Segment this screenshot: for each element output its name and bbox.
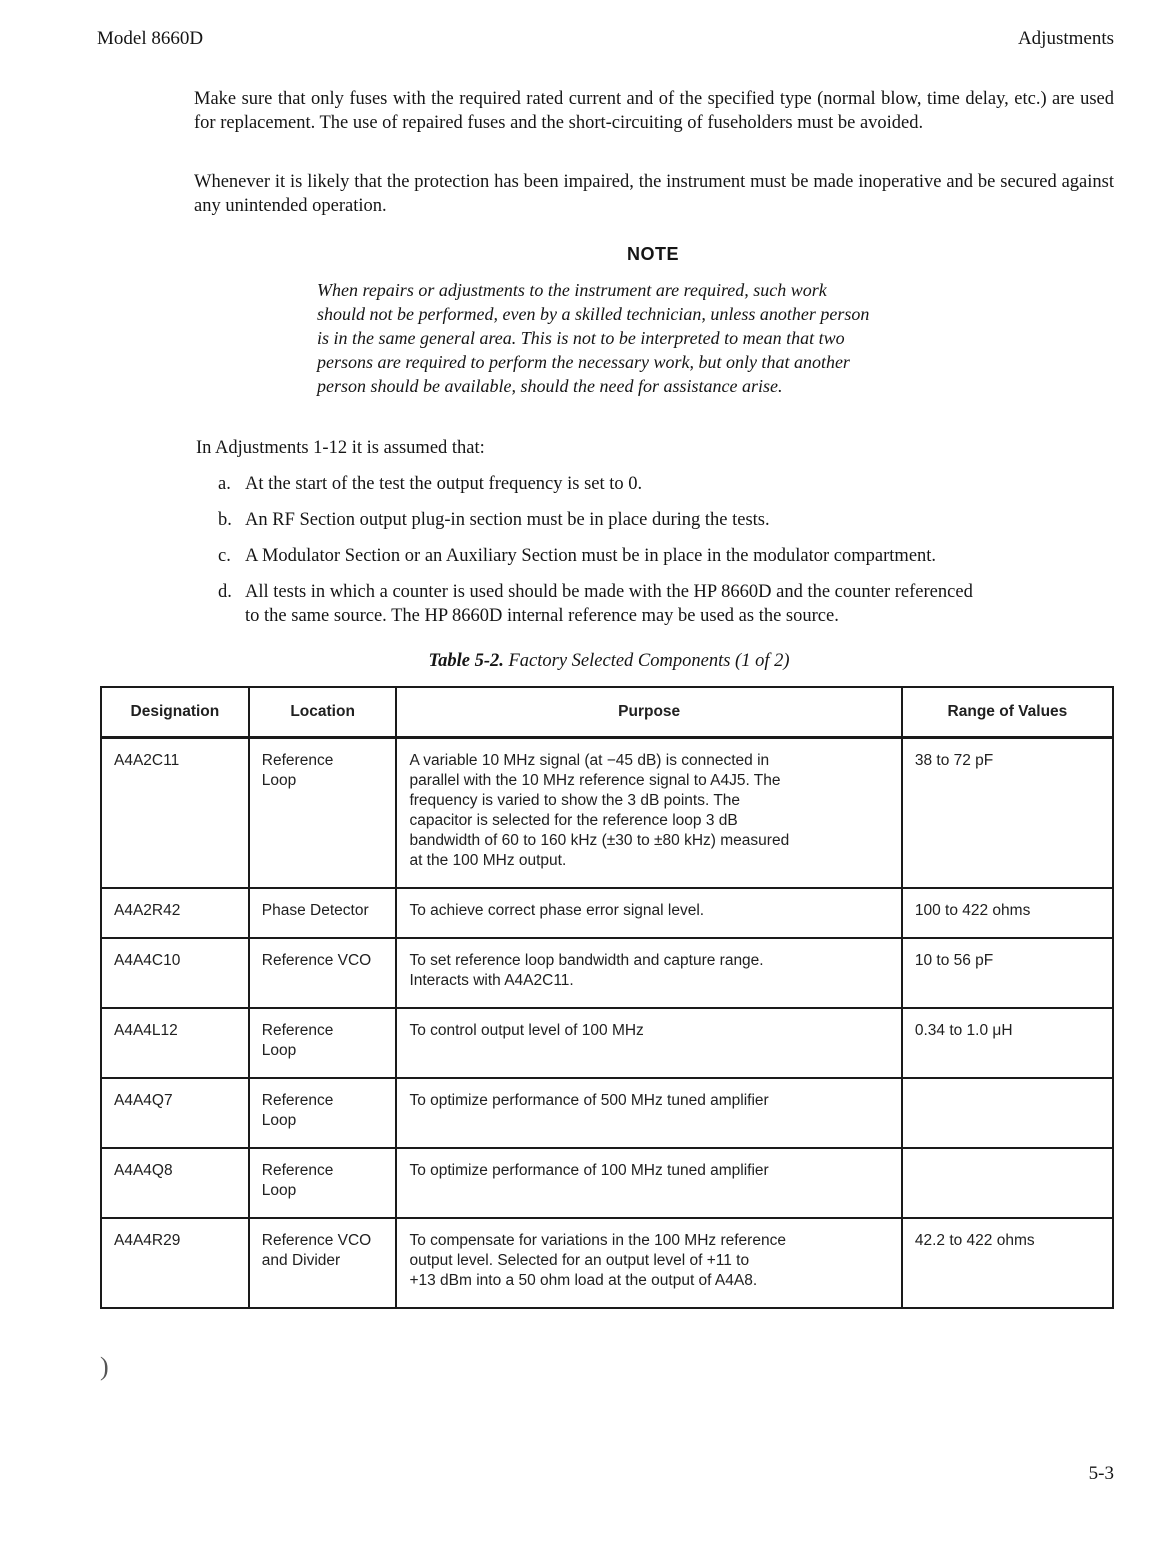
col-purpose: Purpose	[396, 687, 901, 738]
cell-line: To compensate for variations in the 100 MHz reference	[409, 1231, 786, 1249]
cell-line: Reference VCO	[261, 951, 372, 969]
cell-line: To achieve correct phase error signal level.	[409, 901, 705, 919]
cell-line: Reference	[261, 1021, 334, 1039]
cell-purpose	[396, 888, 901, 938]
list-item-line: All tests in which a counter is used should be made with the HP 8660D and the counter referenced	[245, 582, 973, 602]
assumptions-intro: In Adjustments 1-12 it is assumed that:	[196, 438, 485, 458]
cell-range: 100 to 422 ohms	[902, 888, 1113, 938]
cell-line: Reference VCO	[261, 1231, 372, 1249]
col-location: Location	[249, 687, 397, 738]
cell-line: output level. Selected for an output level of +11 to	[409, 1251, 750, 1269]
note-line: When repairs or adjustments to the instrument are required, such work	[317, 280, 827, 300]
cell-designation: A4A4C10	[101, 938, 249, 1008]
cell-line: Loop	[261, 772, 297, 789]
cell-location	[249, 1148, 397, 1218]
cell-line: at the 100 MHz output.	[409, 852, 567, 869]
col-designation: Designation	[101, 687, 249, 738]
cell-location	[249, 1008, 397, 1078]
cell-line: Reference	[261, 1161, 334, 1179]
cell-purpose	[396, 1078, 901, 1148]
cell-line: To set reference loop bandwidth and capture range.	[409, 951, 764, 969]
cell-line: To optimize performance of 500 MHz tuned amplifier	[409, 1091, 769, 1109]
table-row	[101, 1148, 1113, 1218]
cell-designation: A4A4R29	[101, 1218, 249, 1308]
note-title: NOTE	[626, 244, 679, 264]
cell-line: and Divider	[261, 1251, 341, 1269]
note-line: is in the same general area. This is not to be interpreted to mean that two	[317, 328, 845, 348]
list-item	[245, 580, 1125, 628]
cell-location	[249, 1078, 397, 1148]
cell-designation: A4A2R42	[101, 888, 249, 938]
cell-purpose	[396, 1218, 901, 1308]
table-row	[101, 888, 1113, 938]
cell-designation: A4A4Q7	[101, 1078, 249, 1148]
note-line: should not be performed, even by a skilled technician, unless another person	[317, 304, 870, 324]
note-body	[317, 278, 1007, 398]
table-row	[101, 738, 1113, 888]
cell-line: Interacts with A4A2C11.	[409, 971, 574, 989]
list-item: At the start of the test the output frequency is set to 0.	[245, 474, 643, 494]
cell-range	[902, 1148, 1113, 1218]
cell-line: frequency is varied to show the 3 dB points. The	[409, 792, 741, 809]
header-section: Adjustments	[1017, 28, 1114, 49]
cell-range: 0.34 to 1.0 μH	[902, 1008, 1113, 1078]
factory-selected-components-table	[100, 686, 1114, 1309]
table-row	[101, 1078, 1113, 1148]
table-caption-label: Table 5-2.	[428, 651, 504, 671]
cell-purpose	[396, 938, 901, 1008]
cell-location	[249, 1218, 397, 1308]
cell-designation: A4A4L12	[101, 1008, 249, 1078]
cell-line: To control output level of 100 MHz	[409, 1021, 644, 1039]
note-line: persons are required to perform the necessary work, but only that another	[317, 352, 850, 372]
cell-purpose	[396, 1148, 901, 1218]
cell-location	[249, 888, 397, 938]
cell-range: 10 to 56 pF	[902, 938, 1113, 1008]
cell-purpose	[396, 1008, 901, 1078]
list-letter: a.	[218, 474, 231, 494]
cell-line: parallel with the 10 MHz reference signal to A4J5. The	[409, 772, 781, 789]
cell-line: capacitor is selected for the reference loop 3 dB	[409, 812, 738, 829]
table-header-row	[101, 687, 1113, 738]
page-number: 5-3	[1088, 1463, 1114, 1484]
fuse-paragraph: Make sure that only fuses with the required rated current and of the specified type (normal blow, time delay, etc.) are used for replacement. The use of repaired fuses and the short-circuiting of fuseholders must be avoided.	[194, 89, 1114, 133]
cell-range: 42.2 to 422 ohms	[902, 1218, 1113, 1308]
cell-designation: A4A2C11	[101, 738, 249, 888]
cell-range	[902, 1078, 1113, 1148]
list-letter: b.	[218, 510, 232, 530]
cell-line: Phase Detector	[261, 901, 369, 919]
cell-line: Loop	[261, 1041, 297, 1059]
cell-line: A variable 10 MHz signal (at −45 dB) is connected in	[409, 752, 770, 769]
cell-line: Loop	[261, 1111, 297, 1129]
list-item: A Modulator Section or an Auxiliary Section must be in place in the modulator compartment.	[245, 546, 937, 566]
list-item: An RF Section output plug-in section must be in place during the tests.	[245, 510, 770, 530]
note-line: person should be available, should the need for assistance arise.	[317, 376, 783, 396]
cell-designation: A4A4Q8	[101, 1148, 249, 1218]
cell-line: +13 dBm into a 50 ohm load at the output of A4A8.	[409, 1271, 758, 1289]
cell-line: Loop	[261, 1181, 297, 1199]
cell-location	[249, 938, 397, 1008]
list-item-line: to the same source. The HP 8660D internal reference may be used as the source.	[245, 606, 839, 626]
cell-purpose	[396, 738, 901, 888]
cell-line: To optimize performance of 100 MHz tuned amplifier	[409, 1161, 769, 1179]
cell-line: Reference	[261, 752, 334, 769]
header-model: Model 8660D	[97, 28, 204, 49]
table-row	[101, 1008, 1113, 1078]
table-row	[101, 938, 1113, 1008]
table-caption-title: Factory Selected Components (1 of 2)	[508, 651, 790, 671]
protection-paragraph: Whenever it is likely that the protection has been impaired, the instrument must be made inoperative and be secured against any unintended operation.	[194, 172, 1114, 216]
col-range: Range of Values	[902, 687, 1113, 738]
cell-line: Reference	[261, 1091, 334, 1109]
cell-range: 38 to 72 pF	[902, 738, 1113, 888]
list-letter: d.	[218, 582, 232, 602]
table-caption	[0, 651, 1176, 672]
margin-mark: )	[100, 1352, 109, 1381]
cell-line: bandwidth of 60 to 160 kHz (±30 to ±80 kHz) measured	[409, 832, 790, 849]
list-letter: c.	[218, 546, 231, 566]
cell-location	[249, 738, 397, 888]
table-row	[101, 1218, 1113, 1308]
